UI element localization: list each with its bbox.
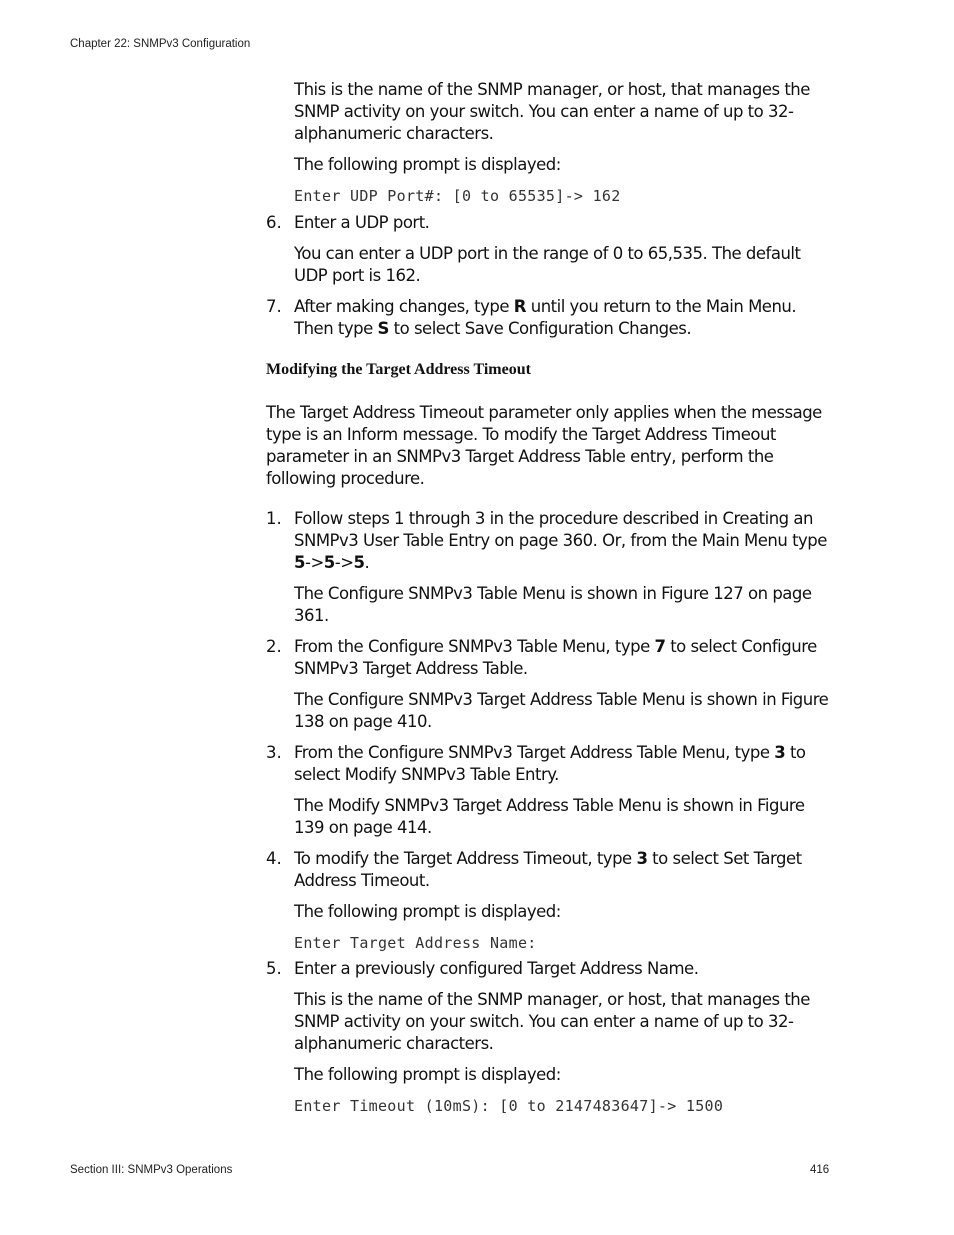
- step-3-text: From the Configure SNMPv3 Target Address Table Menu, type 3 to select Modify SNMPv3 Table Entry.: [294, 743, 806, 784]
- prompt-label: The following prompt is displayed:: [294, 902, 561, 921]
- step-5-detail: This is the name of the SNMP manager, or host, that manages the SNMP activity on your switch. You can enter a name of up to 32-alphanumeric characters.: [294, 990, 810, 1053]
- running-footer-section: Section III: SNMPv3 Operations: [70, 1164, 233, 1176]
- code-timeout: Enter Timeout (10mS): [0 to 2147483647]-> 1500: [294, 1097, 724, 1115]
- step-2-text: From the Configure SNMPv3 Table Menu, type 7 to select Configure SNMPv3 Target Address Table.: [294, 637, 817, 678]
- step-number: 1.: [266, 509, 282, 528]
- section-heading: Modifying the Target Address Timeout: [266, 361, 531, 378]
- step-6-detail: You can enter a UDP port in the range of 0 to 65,535. The default UDP port is 162.: [294, 244, 801, 285]
- step-number: 4.: [266, 849, 282, 868]
- step-number: 3.: [266, 743, 282, 762]
- step-6-text: Enter a UDP port.: [294, 213, 430, 232]
- step-number: 2.: [266, 637, 282, 656]
- step-5-text: Enter a previously configured Target Address Name.: [294, 959, 699, 978]
- code-target-address-name: Enter Target Address Name:: [294, 934, 537, 952]
- step-4-text: To modify the Target Address Timeout, type 3 to select Set Target Address Timeout.: [294, 849, 802, 890]
- step-3-detail: The Modify SNMPv3 Target Address Table Menu is shown in Figure 139 on page 414.: [294, 796, 805, 837]
- step-number: 5.: [266, 959, 282, 978]
- host-name-description: This is the name of the SNMP manager, or host, that manages the SNMP activity on your switch. You can enter a name of up to 32-alphanumeric characters.: [294, 80, 810, 143]
- page-number: 416: [810, 1164, 830, 1176]
- key-r: R: [513, 297, 526, 316]
- step-number: 6.: [266, 213, 282, 232]
- step-1-text: Follow steps 1 through 3 in the procedure described in Creating an SNMPv3 User Table Entry on page 360. Or, from the Main Menu type 5->5->5.: [294, 509, 827, 572]
- step-1-detail: The Configure SNMPv3 Table Menu is shown in Figure 127 on page 361.: [294, 584, 812, 625]
- prompt-label: The following prompt is displayed:: [294, 155, 561, 174]
- running-header: Chapter 22: SNMPv3 Configuration: [70, 38, 251, 50]
- step-number: 7.: [266, 297, 282, 316]
- step-7-text: After making changes, type R until you return to the Main Menu. Then type S to select Save Configuration Changes.: [294, 297, 797, 338]
- code-udp-port: Enter UDP Port#: [0 to 65535]-> 162: [294, 187, 621, 205]
- step-2-detail: The Configure SNMPv3 Target Address Table Menu is shown in Figure 138 on page 410.: [294, 690, 829, 731]
- prompt-label: The following prompt is displayed:: [294, 1065, 561, 1084]
- section-intro: The Target Address Timeout parameter only applies when the message type is an Inform message. To modify the Target Address Timeout parameter in an SNMPv3 Target Address Table entry, perform the following procedure.: [266, 403, 822, 488]
- key-s: S: [377, 319, 389, 338]
